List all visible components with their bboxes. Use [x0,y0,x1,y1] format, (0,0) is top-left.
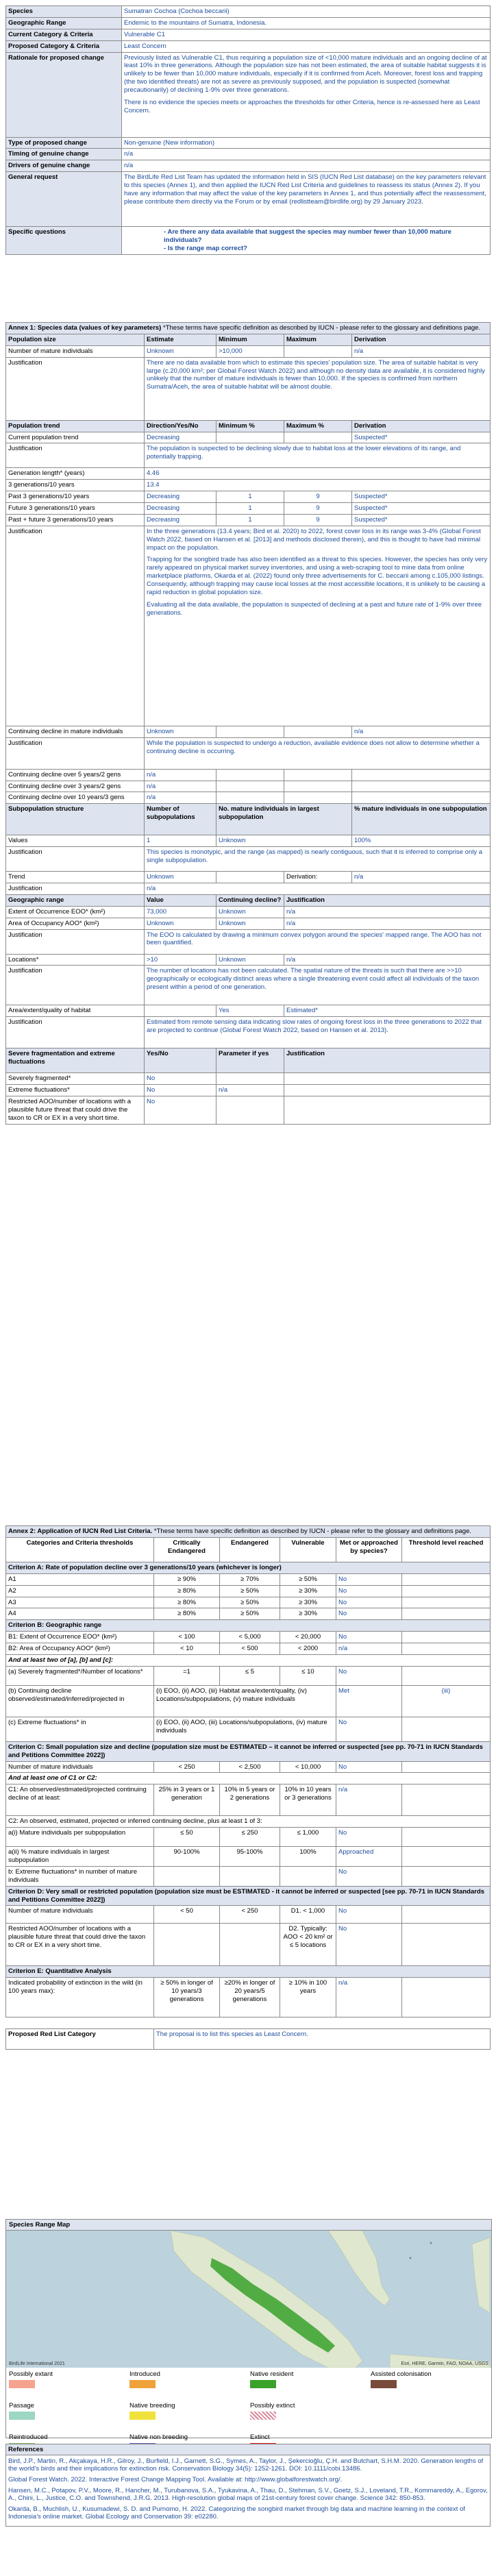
legend-swatch [371,2380,397,2388]
proposed-cat-label: Proposed Category & Criteria [6,40,122,52]
criterion-e-row: Indicated probability of extinction in the wild (in 100 years max): ≥ 50% in longer of 10 years/3 generations ≥20% in longer of 20 years/5 generations ≥ 10% in 100 years n/a [6,1978,491,2017]
annex1-section [5,322,491,1125]
past-future-trend-row: Past + future 3 generations/10 years Decreasing 1 9 Suspected* [6,514,491,526]
geo-justification-2: The number of locations has not been calculated. The spatial nature of the threats is such that there are >>10 geographically or ecologically distinct areas where a single threatening event could affect all individuals of the taxon present within a period of one generation. [145,966,491,1005]
legend-item [368,2369,488,2401]
reference-item: Global Forest Watch. 2022. Interactive Forest Change Mapping Tool. Available at: http://www.globalforestwatch.org/. [8,2476,343,2483]
drivers-label: Drivers of genuine change [6,160,122,172]
legend-label: Native non breeding [129,2433,188,2441]
criterion-b-subheader: And at least two of [a], [b] and [c]: [6,1654,491,1666]
subpop-header: Subpopulation structure [6,804,145,835]
specific-label: Specific questions [6,227,122,255]
general-text: The BirdLife Red List Team has updated the information held in SIS (IUCN Red List database) on the key parameters relevant to this species (Annex 1), and then applied the IUCN Red List Criteria and guidelines to reassess its status (Annex 2). If you have any information that may affect the value of the key parameters in Annex 1, and thus potentially affect the reassessment, please contribute them directly via the Forum or by email (redlistteam@birdlife.org) by 29 January 2023. [122,172,491,227]
legend-label: Passage [9,2402,34,2409]
annex1-table: Annex 1: Species data (values of key parameters) *These terms have specific definition as described by IUCN - please refer to the glossary and definitions page. Population size Estimate Minimum Maximum Derivation Number of mature individuals Unknown >10,000 n/a Justification There are no data available from which to estimate this species' population size. The area of suitable habitat is very large (c.20,000 km²; per Global Forest Watch 2022) and although no density data are available, it is considered highly unlikely that the number of mature individuals is fewer than 10,000. If the species is confirmed from northern Sumatra/Aceh, the area of suitable habitat will be almost double. Population trend Direction/Yes/No Minimum % Maximum % Derivation Current population trend Decreasing Suspected* Justification The population is suspected to be declining slowly due to habitat loss at the lower elevations of its range, and potentially trapping. Generation length* (years) 4.46 3 generations/10 years 13.4 Past 3 generations/10 years Decreasing 1 9 Suspected* Future 3 generations/10 years Decreasing 1 9 Suspected* Past + future 3 generations/10 years Decreasing 1 9 Suspected* Justification In the three generations (13.4 years; Bird et al. 2020) to 2022, forest cover loss in its range was 3-4% (Global Forest Watch 2022, based on Hansen et al. [2013] and methods disclosed therein), and this is thought to have had minimal impact on the population. Trapping for the songbird trade has also been identified as a threat to this species. However, the species has only very rarely appeared on physical market survey inventories, and using a web-scraping tool to mine data from online marketplace platforms, Okarda et al. (2022) found only three advertisements for C. beccarii among c.105,000 listings. Consequently, although trapping may cause local losses at the most accessible locations, it is unlikely to be causing a rapid reduction in global population size. Evaluating all the data available, the population is suspected of declining at a past and future rate of 1-9% over three generations. Continuing decline in mature individuals Unknown n/a Justification While the population is suspected to undergo a reduction, available evidence does not allow to determine whether a continuing decline is occurring. Continuing decline over 5 years/2 gens n/a Continuing decline over 3 years/2 gens n/a Continuing decline over 10 years/3 gens n/a Subpopulation structure Number of subpopulations No. mature individuals in largest subpopulation % mature individuals in one subpopulation Values 1 Unknown 100% Justification This species is monotypic, and the range (as mapped) is nearly contiguous, such that it is inferred to comprise only a single subpopulation. Trend Unknown Derivation: n/a Justification n/a Geographic range Value Continuing decline? Justification Extent of Occurrence EOO* (km²) 73,000 Unknown n/a Area of Occupancy AOO* (km²) Unknown Unknown n/a Justification The EOO is calculated by drawing a minimum convex polygon around the species' mapped range. The AOO has not been quantified. Locations* >10 Unknown n/a Justification The number of locations has not been calculated. The spatial nature of the threats is such that there are >>10 geographically or ecologically distinct areas where a single threatening event could affect all individuals of the taxon present within a period of one generation. Area/extent/quality of habitat Yes Estimated* Justification Estimated from remote sensing data indicating slow rates of ongoing forest loss in the three generations to 2022 that are projected to continue (Global Forest Watch 2022, based on Hansen et al. 2013). Severe fragmentation and extreme fluctuations Yes/No Parameter if yes Justification Severely fragmented* No Extreme fluctuations* No n/a Restricted AOO/number of locations with a plausible future threat that could drive the taxon to CR or EX in a very short time. No [5,322,491,1125]
legend-item [247,2401,368,2432]
criterion-c-header: Criterion C: Small population size and decline (population size must be ESTIMATED – it cannot be inferred or suspected [see pp. 70-71 in IUCN Standards and Petitions Committee 2022]) [6,1741,491,1761]
legend-label: Native breeding [129,2402,175,2409]
criterion-b2-row: B2: Area of Occupancy AOO* (km²) < 10 < 500 < 2000 n/a [6,1643,491,1655]
legend-swatch [250,2412,276,2420]
legend-swatch [250,2380,276,2388]
rationale-p2: There is no evidence the species meets or approaches the thresholds for other Criteria, hence is re-assessed here as Least Concern. [124,98,480,114]
criterion-c2aii-row: a(ii) % mature individuals in largest subpopulation 90-100% 95-100% 100% Approached [6,1847,491,1867]
questions-list [122,227,491,255]
range-map [6,2231,491,2368]
trend-justification-2: In the three generations (13.4 years; Bird et al. 2020) to 2022, forest cover loss in its range was 3-4% (Global Forest Watch 2022, based on Hansen et al. [2013] and methods disclosed therein), and this is thought to have had minimal impact on the population. Trapping for the songbird trade has also been identified as a threat to this species. However, the species has only very rarely appeared on physical market survey inventories, and using a web-scraping tool to mine data from online marketplace platforms, Okarda et al. (2022) found only three advertisements for C. beccarii among c.105,000 listings. Consequently, although trapping may cause local losses at the most accessible locations, it is unlikely to be causing a rapid reduction in global population size. Evaluating all the data available, the population is suspected of declining at a past and future rate of 1-9% over three generations. [145,526,491,726]
legend-swatch [9,2412,35,2420]
map-credit-left: BirdLife International 2021 [9,2362,65,2366]
legend-item [247,2369,368,2401]
general-label: General request [6,172,122,227]
current-trend-row: Current population trend Decreasing Suspected* [6,432,491,443]
legend-label: Native resident [250,2370,294,2378]
map-title: Species Range Map [6,2220,491,2231]
criterion-a2-row: A2 ≥ 80% ≥ 50% ≥ 30% No [6,1585,491,1597]
criterion-c1-row: C1: An observed/estimated/projected continuing decline of at least: 25% in 3 years or 1 generation 10% in 5 years or 2 generations 10% in 10 years or 3 generations n/a [6,1784,491,1816]
species-label: Species [6,6,122,18]
criterion-b1-row: B1: Extent of Occurrence EOO* (km²) < 100 < 5,000 < 20,000 No [6,1632,491,1643]
legend-swatch [129,2412,156,2420]
type-value: Non-genuine (New information) [122,137,491,149]
criterion-a-header: Criterion A: Rate of population decline over 3 generations/10 years (whichever is longer) [6,1562,491,1573]
type-label: Type of proposed change [6,137,122,149]
legend-label: Possibly extant [9,2370,53,2378]
summary-table [5,5,491,255]
criterion-c2ai-row: a(i) Mature individuals per subpopulation ≤ 50 ≤ 250 ≤ 1,000 No [6,1828,491,1847]
legend-swatch [129,2380,156,2388]
subpop-values-row: Values 1 Unknown 100% [6,835,491,847]
severely-fragmented-row: Severely fragmented* No [6,1073,491,1085]
criterion-d-header: Criterion D: Very small or restricted population (population size must be ESTIMATED - it cannot be inferred or suspected [see pp. 70-71 in IUCN Standards and Petitions Committee 2022]) [6,1886,491,1906]
range-label: Geographic Range [6,17,122,29]
legend-label: Extinct [250,2433,270,2441]
continuing-decline-row: Continuing decline in mature individuals Unknown n/a [6,726,491,737]
restricted-aoo-row: Restricted AOO/number of locations with a plausible future threat that could drive the taxon to CR or EX in a very short time. No [6,1096,491,1125]
pop-size-header: Population size [6,334,145,345]
map-svg [6,2231,490,2368]
geo-justification-3: Estimated from remote sensing data indicating slow rates of ongoing forest loss in the three generations to 2022 that are projected to continue (Global Forest Watch 2022, based on Hansen et al. 2013). [145,1017,491,1048]
references-section [5,2444,491,2527]
rationale-label: Rationale for proposed change [6,52,122,137]
legend-label: Possibly extinct [250,2402,295,2409]
question-2: - Is the range map correct? [164,244,247,252]
geo-justification-1: The EOO is calculated by drawing a minimum convex polygon around the species' mapped range. The AOO has not been quantified. [145,929,491,954]
proposed-category-text: The proposal is to list this species as Least Concern. [154,2029,491,2050]
legend-item [6,2401,127,2432]
rationale-text [122,52,491,137]
criterion-c-subheader: And at least one of C1 or C2: [6,1773,491,1784]
pop-trend-header: Population trend [6,420,145,432]
trend-justification-3: While the population is suspected to undergo a reduction, available evidence does not allow to determine whether a continuing decline is occurring. [145,737,491,769]
reference-item: Hansen, M.C., Potapov, P.V., Moore, R., Hancher, M., Turubanova, S.A., Tyukavina, A., Thau, D., Stehman, S.V., Goetz, S.J., Loveland, T.R., Kommareddy, A., Egorov, A., Chini, L., Justice, C.O. and Townshend, J.R.G. 2013. High-resolution global maps of 21st-century forest cover change. Science 342: 850-853. [8,2487,488,2502]
reference-item: Okarda, B., Muchlish, U., Kusumadewi, S. D. and Purnomo, H. 2022. Categorizing the songbird market through big data and machine learning in the context of Indonesia's online market. Global Ecology and Conservation 39: e02280. [8,2505,465,2520]
legend-item [127,2401,247,2432]
criterion-a3-row: A3 ≥ 80% ≥ 50% ≥ 30% No [6,1597,491,1608]
rationale-p1: Previously listed as Vulnerable C1, thus requiring a population size of <10,000 mature individuals and an ongoing decline of at least 10% in three generations. Although the population size has not been estimated, the area of suitable habitat suggests it is unlikely to be fewer than 10,000 mature individuals, especially if it is confirmed from Aceh. Moreover, forest loss and trapping (the two identified threats) are not as severe as previously supposed, and the population is suspected (somewhat precautionarily) of declining 1-9% over three generations. [124,53,487,94]
timing-label: Timing of genuine change [6,149,122,160]
references-title: References [5,2444,491,2455]
proposed-cat-value: Least Concern [122,40,491,52]
legend-swatch [9,2380,35,2388]
extreme-fluctuations-row: Extreme fluctuations* No n/a [6,1085,491,1096]
references-list [5,2455,491,2527]
annex2-table: Annex 2: Application of IUCN Red List Criteria. *These terms have specific definition as described by IUCN - please refer to the glossary and definitions page. Categories and Criteria thresholds Critically Endangered Endangered Vulnerable Met or approached by species? Threshold level reached Criterion A: Rate of population decline over 3 generations/10 years (whichever is longer) A1 ≥ 90% ≥ 70% ≥ 50% No A2 ≥ 80% ≥ 50% ≥ 30% No A3 ≥ 80% ≥ 50% ≥ 30% No A4 ≥ 80% ≥ 50% ≥ 30% No Criterion B: Geographic range B1: Extent of Occurrence EOO* (km²) < 100 < 5,000 < 20,000 No B2: Area of Occupancy AOO* (km²) < 10 < 500 < 2000 n/a And at least two of [a], [b] and [c]: (a) Severely fragmented*/Number of locations* =1 ≤ 5 ≤ 10 No (b) Continuing decline observed/estimated/inferred/projected in (i) EOO, (ii) AOO, (iii) Habitat area/extent/quality, (iv) Locations/subpopulations, (v) mature individuals Met (iii) (c) Extreme fluctuations* in (i) EOO, (ii) AOO, (iii) Locations/subpopulations, (iv) mature individuals No Criterion C: Small population size and decline (population size must be ESTIMATED – it cannot be inferred or suspected [see pp. 70-71 in IUCN Standards and Petitions Committee 2022]) Number of mature individuals < 250 < 2,500 < 10,000 No And at least one of C1 or C2: C1: An observed/estimated/projected continuing decline of at least: 25% in 3 years or 1 generation 10% in 5 years or 2 generations 10% in 10 years or 3 generations n/a C2: An observed, estimated, projected or inferred continuing decline, plus at least 1 of 3: a(i) Mature individuals per subpopulation ≤ 50 ≤ 250 ≤ 1,000 No a(ii) % mature individuals in largest subpopulation 90-100% 95-100% 100% Approached b: Extreme fluctuations* in number of mature individuals No Criterion D: Very small or restricted population (population size must be ESTIMATED - it cannot be inferred or suspected [see pp. 70-71 in IUCN Standards and Petitions Committee 2022]) Number of mature individuals < 50 < 250 D1. < 1,000 No Restricted AOO/number of locations with a plausible future threat that could drive the taxon to CR or EX in a very short time. D2. Typically: AOO < 20 km² or ≤ 5 locations No Criterion E: Quantitative Analysis Indicated probability of extinction in the wild (in 100 years max): ≥ 50% in longer of 10 years/3 generations ≥20% in longer of 20 years/5 generations ≥ 10% in 100 years n/a [5,1525,491,2017]
criterion-e-header: Criterion E: Quantitative Analysis [6,1966,491,1978]
future-trend-row: Future 3 generations/10 years Decreasing 1 9 Suspected* [6,503,491,515]
legend-item [127,2369,247,2401]
question-1: - Are there any data available that suggest the species may number fewer than 10,000 mature individuals? [164,228,451,244]
geo-range-header: Geographic range [6,894,145,906]
annex2-section [5,1525,491,2050]
criterion-c2-text: C2: An observed, estimated, projected or inferred continuing decline, plus at least 1 of 3: [6,1816,491,1828]
generation-length: 4.46 [145,468,491,480]
legend-label: Introduced [129,2370,160,2378]
drivers-value: n/a [122,160,491,172]
range-map-section [5,2219,492,2441]
proposed-category-label: Proposed Red List Category [6,2029,154,2050]
criterion-bb-row: (b) Continuing decline observed/estimated/inferred/projected in (i) EOO, (ii) AOO, (iii) Habitat area/extent/quality, (iv) Locations/subpopulations, (v) mature individuals Met (iii) [6,1685,491,1717]
legend-label: Assisted colonisation [371,2370,432,2378]
pop-size-justification: There are no data available from which to estimate this species' population size. The area of suitable habitat is very large (c.20,000 km²; per Global Forest Watch 2022) and although no density data are available, it is considered highly unlikely that the number of mature individuals is fewer than 10,000. If the species is confirmed from northern Sumatra/Aceh, the area of suitable habitat will be almost double. [145,357,491,420]
current-cat-label: Current Category & Criteria [6,29,122,40]
legend-item [368,2401,488,2432]
trend-justification-1: The population is suspected to be declining slowly due to habitat loss at the lower elevations of its range, and potentially trapping. [145,443,491,468]
subpop-trend-row: Trend Unknown Derivation: n/a [6,872,491,883]
criterion-c2b-row: b: Extreme fluctuations* in number of mature individuals No [6,1866,491,1886]
species-value: Sumatran Cochoa (Cochoa beccarii) [122,6,491,18]
eoo-row: Extent of Occurrence EOO* (km²) 73,000 Unknown n/a [6,906,491,918]
proposed-category-table [5,2028,491,2050]
criterion-d1-row: Number of mature individuals < 50 < 250 D1. < 1,000 No [6,1906,491,1924]
habitat-row: Area/extent/quality of habitat Yes Estimated* [6,1005,491,1017]
frag-header: Severe fragmentation and extreme fluctuations [6,1048,145,1073]
reference-item: Bird, J.P., Martin, R., Akçakaya, H.R., Gilroy, J., Burfield, I.J., Garnett, S.G., Symes, A., Taylor, J., Şekercioğlu, Ç.H. and Butchart, S.H.M. 2020. Generation lengths of the world's birds and their implications for extinction risk. Conservation Biology 34(5): 1252-1261. DOI: 10.1111/cobi.13486. [8,2457,484,2473]
mature-individuals-row: Number of mature individuals Unknown >10,000 n/a [6,345,491,357]
locations-row: Locations* >10 Unknown n/a [6,954,491,966]
past-trend-row: Past 3 generations/10 years Decreasing 1 9 Suspected* [6,491,491,503]
criterion-b-header: Criterion B: Geographic range [6,1620,491,1632]
criterion-d2-row: Restricted AOO/number of locations with a plausible future threat that could drive the taxon to CR or EX in a very short time. D2. Typically: AOO < 20 km² or ≤ 5 locations No [6,1924,491,1966]
legend-item [6,2369,127,2401]
criterion-a4-row: A4 ≥ 80% ≥ 50% ≥ 30% No [6,1608,491,1620]
range-value: Endemic to the mountains of Sumatra, Indonesia. [122,17,491,29]
map-credit-right: Esri, HERE, Garmin, FAO, NOAA, USGS [401,2362,488,2366]
legend-label: Reintroduced [9,2433,48,2441]
aoo-row: Area of Occupancy AOO* (km²) Unknown Unknown n/a [6,918,491,929]
annex2-title: Annex 2: Application of IUCN Red List Criteria. *These terms have specific definition as described by IUCN - please refer to the glossary and definitions page. [6,1526,491,1538]
current-cat-value: Vulnerable C1 [122,29,491,40]
criterion-bc-row: (c) Extreme fluctuations* in (i) EOO, (ii) AOO, (iii) Locations/subpopulations, (iv) mature individuals No [6,1717,491,1741]
criterion-ba-row: (a) Severely fragmented*/Number of locations* =1 ≤ 5 ≤ 10 No [6,1666,491,1685]
criterion-a1-row: A1 ≥ 90% ≥ 70% ≥ 50% No [6,1573,491,1585]
summary-section [5,5,491,255]
annex1-title: Annex 1: Species data (values of key parameters) *These terms have specific definition as described by IUCN - please refer to the glossary and definitions page. [6,323,491,334]
subpop-justification: This species is monotypic, and the range (as mapped) is nearly contiguous, such that it is inferred to comprise only a single subpopulation. [145,847,491,872]
criterion-c-row: Number of mature individuals < 250 < 2,500 < 10,000 No [6,1761,491,1773]
timing-value: n/a [122,149,491,160]
